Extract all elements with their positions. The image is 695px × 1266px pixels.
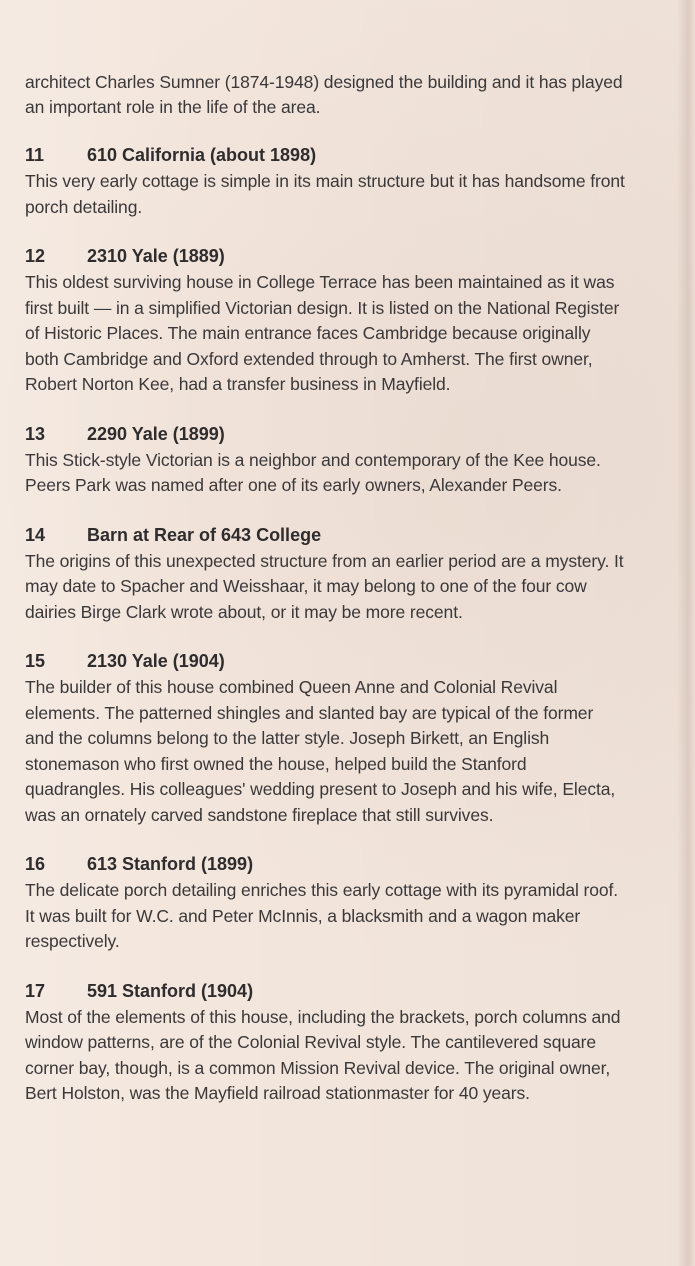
entry-title: 610 California (about 1898): [87, 145, 317, 165]
entry-description: The origins of this unexpected structure from an earlier period are a mystery. It may date to Spacher and Weisshaar, it may belong to one of the four cow dairies Birge Clark wrote about, or it may be more recent.: [25, 550, 624, 622]
entry-12: [25, 244, 625, 398]
document-page: [25, 70, 625, 1131]
entry-number: 12: [25, 246, 46, 266]
entry-title: 2130 Yale (1904): [87, 651, 225, 671]
entry-heading: [25, 244, 625, 269]
entry-title: Barn at Rear of 643 College: [87, 524, 322, 545]
entry-description: This oldest surviving house in College Terrace has been maintained as it was first built — in a simplified Victorian design. It is listed on the National Register of Historic Places. The main entrance faces Cambridge because originally both Cambridge and Oxford extended through to Amherst. The first owner, Robert Norton Kee, had a transfer business in Mayfield.: [25, 272, 620, 394]
entry-number: 14: [25, 524, 46, 545]
entry-title: 591 Stanford (1904): [87, 980, 254, 1001]
entry-title: 2310 Yale (1889): [87, 246, 225, 266]
entry-heading: [25, 523, 625, 548]
entry-description: The delicate porch detailing enriches this early cottage with its pyramidal roof. It was built for W.C. and Peter McInnis, a blacksmith and a wagon maker respectively.: [25, 880, 619, 951]
entry-description: Most of the elements of this house, including the brackets, porch columns and window patterns, are of the Colonial Revival style. The cantilevered square corner bay, though, is a common Mission Revival device. The original owner, Bert Holston, was the Mayfield railroad stationmaster for 40 years.: [25, 1006, 621, 1103]
entry-heading: [25, 422, 625, 447]
entry-description: This very early cottage is simple in its main structure but it has handsome front porch detailing.: [25, 171, 625, 217]
entry-heading: [25, 979, 625, 1004]
entry-14: [25, 523, 625, 626]
entry-title: 613 Stanford (1899): [87, 854, 254, 874]
entry-13: [25, 422, 625, 499]
entry-15: [25, 649, 625, 828]
entry-heading: [25, 649, 625, 674]
entry-description: The builder of this house combined Queen Anne and Colonial Revival elements. The patterned shingles and slanted bay are typical of the former and the columns belong to the latter style. Joseph Birkett, an English stonemason who first owned the house, helped build the Stanford quadrangles. His colleagues' wedding present to Joseph and his wife, Electa, was an ornately carved sandstone fireplace that still survives.: [25, 677, 616, 825]
entry-heading: [25, 852, 625, 877]
entry-number: 15: [25, 651, 46, 671]
entry-number: 17: [25, 980, 46, 1001]
entry-description: This Stick-style Victorian is a neighbor and contemporary of the Kee house. Peers Park was named after one of its early owners, Alexander Peers.: [25, 449, 601, 495]
page-edge-shadow: [677, 0, 695, 1266]
entry-title: 2290 Yale (1899): [87, 423, 225, 444]
entry-heading: [25, 143, 625, 168]
entry-16: [25, 852, 625, 955]
entry-number: 16: [25, 854, 46, 874]
entry-17: [25, 979, 625, 1107]
intro-paragraph: architect Charles Sumner (1874-1948) designed the building and it has played an important role in the life of the area.: [25, 72, 623, 117]
entry-number: 11: [25, 145, 45, 165]
entry-11: [25, 143, 625, 220]
entry-number: 13: [25, 423, 46, 444]
